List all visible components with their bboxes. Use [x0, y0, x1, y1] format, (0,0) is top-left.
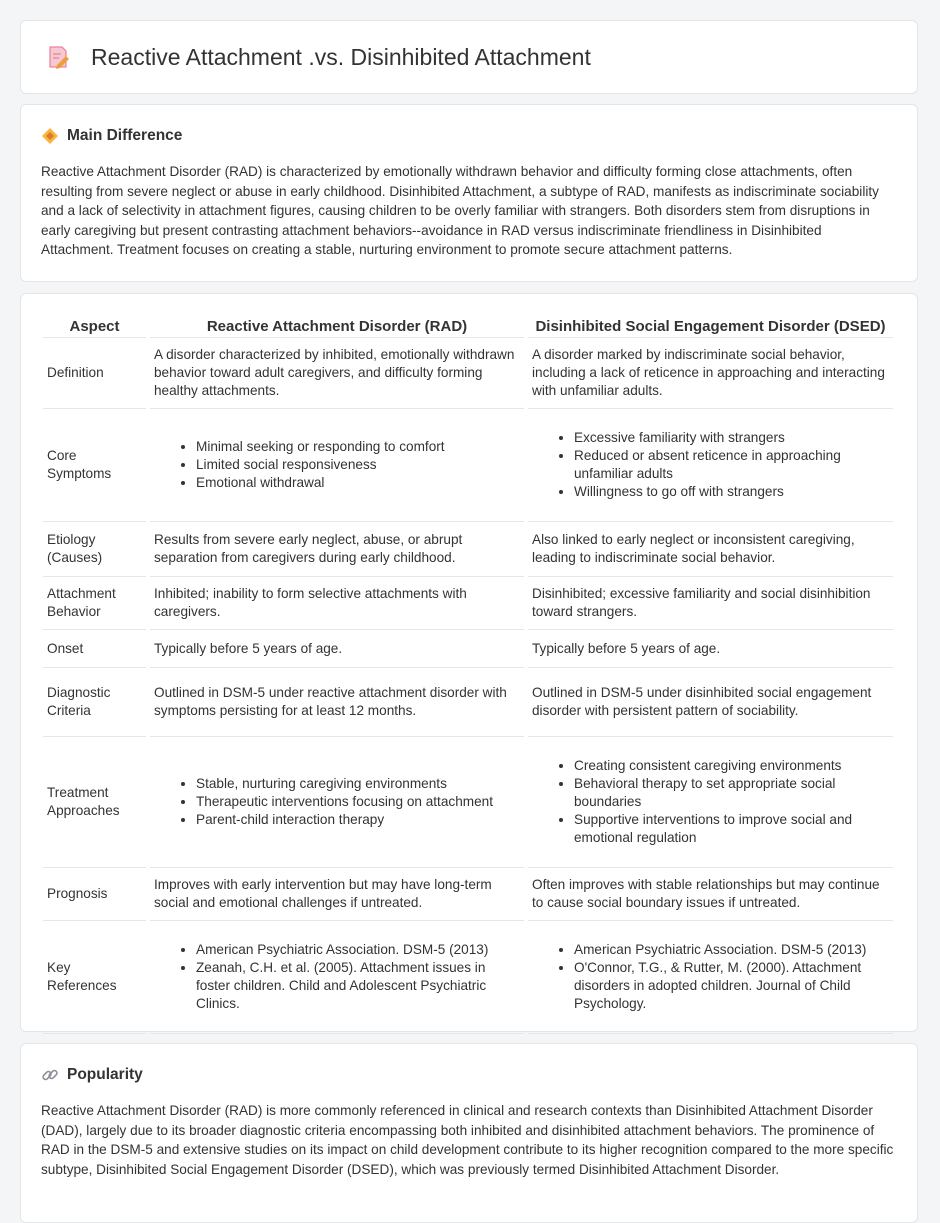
rad-cell: Improves with early intervention but may have long-term social and emotional challenges if untreated.: [150, 868, 524, 921]
dsed-cell: [528, 737, 893, 868]
aspect-cell: Key References: [43, 921, 146, 1034]
diamond-icon: [41, 127, 59, 145]
list-item: • O'Connor, T.G., & Rutter, M. (2000). Attachment disorders in adopted children. Journal of Child Psychology.: [574, 959, 889, 1013]
rad-cell: Outlined in DSM-5 under reactive attachment disorder with symptoms persisting for at least 12 months.: [150, 668, 524, 737]
dsed-cell: A disorder marked by indiscriminate social behavior, including a lack of reticence in approaching and interacting with unfamiliar adults.: [528, 338, 893, 409]
aspect-cell: Onset: [43, 630, 146, 668]
page-header: [20, 20, 918, 94]
list-item: • Behavioral therapy to set appropriate social boundaries: [574, 775, 889, 811]
list-item: • American Psychiatric Association. DSM-5 (2013): [574, 941, 889, 959]
list-item: • Limited social responsiveness: [196, 456, 520, 474]
page-title: Reactive Attachment .vs. Disinhibited Attachment: [91, 43, 591, 70]
main-difference-section: [20, 104, 918, 282]
aspect-cell: Etiology (Causes): [43, 522, 146, 577]
aspect-cell: Prognosis: [43, 868, 146, 921]
list-item: • Emotional withdrawal: [196, 474, 520, 492]
comparison-table-section: [20, 293, 918, 1032]
dsed-cell: Disinhibited; excessive familiarity and social disinhibition toward strangers.: [528, 577, 893, 630]
list-item: • Parent-child interaction therapy: [196, 811, 520, 829]
list-item: • Zeanah, C.H. et al. (2005). Attachment issues in foster children. Child and Adolescent Psychiatric Clinics.: [196, 959, 520, 1013]
table-row: [43, 630, 893, 668]
list-item: • Willingness to go off with strangers: [574, 483, 889, 501]
popularity-section: [20, 1043, 918, 1223]
aspect-cell: Attachment Behavior: [43, 577, 146, 630]
list-item: • Stable, nurturing caregiving environments: [196, 775, 520, 793]
table-row: [43, 577, 893, 630]
table-row: [43, 737, 893, 868]
link-icon: [41, 1066, 59, 1084]
list-item: • Excessive familiarity with strangers: [574, 429, 889, 447]
comparison-table: [39, 314, 897, 1034]
table-row: [43, 668, 893, 737]
aspect-cell: Treatment Approaches: [43, 737, 146, 868]
dsed-cell: Typically before 5 years of age.: [528, 630, 893, 668]
dsed-cell: Outlined in DSM-5 under disinhibited social engagement disorder with persistent pattern of sociability.: [528, 668, 893, 737]
rad-cell: [150, 409, 524, 522]
list-item: • Reduced or absent reticence in approaching unfamiliar adults: [574, 447, 889, 483]
list-item: • Supportive interventions to improve social and emotional regulation: [574, 811, 889, 847]
table-row: [43, 921, 893, 1034]
rad-cell: [150, 921, 524, 1034]
list-item: • Therapeutic interventions focusing on attachment: [196, 793, 520, 811]
document-pencil-icon: [47, 44, 71, 70]
list-item: • American Psychiatric Association. DSM-5 (2013): [196, 941, 520, 959]
table-row: [43, 868, 893, 921]
aspect-cell: Definition: [43, 338, 146, 409]
dsed-cell: [528, 921, 893, 1034]
header-aspect: Aspect: [43, 314, 146, 338]
dsed-cell: Often improves with stable relationships but may continue to cause social boundary issues if untreated.: [528, 868, 893, 921]
list-item: • Creating consistent caregiving environments: [574, 757, 889, 775]
rad-cell: Inhibited; inability to form selective attachments with caregivers.: [150, 577, 524, 630]
popularity-heading: Popularity: [41, 1066, 897, 1084]
dsed-cell: Also linked to early neglect or inconsistent caregiving, leading to indiscriminate social behavior.: [528, 522, 893, 577]
list-item: • Minimal seeking or responding to comfort: [196, 438, 520, 456]
table-row: [43, 409, 893, 522]
main-difference-text: Reactive Attachment Disorder (RAD) is characterized by emotionally withdrawn behavior and difficulty forming close attachments, often resulting from severe neglect or abuse in early childhood. Disinhibited Attachment, a subtype of RAD, manifests as indiscriminate sociability and a lack of selectivity in attachment figures, causing children to be overly familiar with strangers. Both disorders stem from disruptions in early caregiving but present contrasting attachment behaviors--avoidance in RAD versus indiscriminate friendliness in Disinhibited Attachment. Treatment focuses on creating a stable, nurturing environment to promote secure attachment patterns.: [41, 164, 879, 257]
table-row: [43, 338, 893, 409]
popularity-text: Reactive Attachment Disorder (RAD) is more commonly referenced in clinical and research contexts than Disinhibited Attachment Disorder (DAD), largely due to its broader diagnostic criteria encompassing both inhibited and disinhibited attachment behaviors. The prominence of RAD in the DSM-5 and extensive studies on its impact on child development contribute to its higher recognition compared to the more specific subtype, Disinhibited Social Engagement Disorder (DSED), which was previously termed Disinhibited Attachment Disorder.: [41, 1103, 894, 1177]
rad-cell: Typically before 5 years of age.: [150, 630, 524, 668]
table-row: [43, 522, 893, 577]
rad-cell: [150, 737, 524, 868]
main-difference-heading: Main Difference: [41, 127, 897, 145]
rad-cell: Results from severe early neglect, abuse, or abrupt separation from caregivers during early childhood.: [150, 522, 524, 577]
aspect-cell: Diagnostic Criteria: [43, 668, 146, 737]
rad-cell: A disorder characterized by inhibited, emotionally withdrawn behavior toward adult caregivers, and difficulty forming healthy attachments.: [150, 338, 524, 409]
aspect-cell: Core Symptoms: [43, 409, 146, 522]
dsed-cell: [528, 409, 893, 522]
header-rad: Reactive Attachment Disorder (RAD): [150, 314, 524, 338]
header-dsed: Disinhibited Social Engagement Disorder (DSED): [528, 314, 893, 338]
